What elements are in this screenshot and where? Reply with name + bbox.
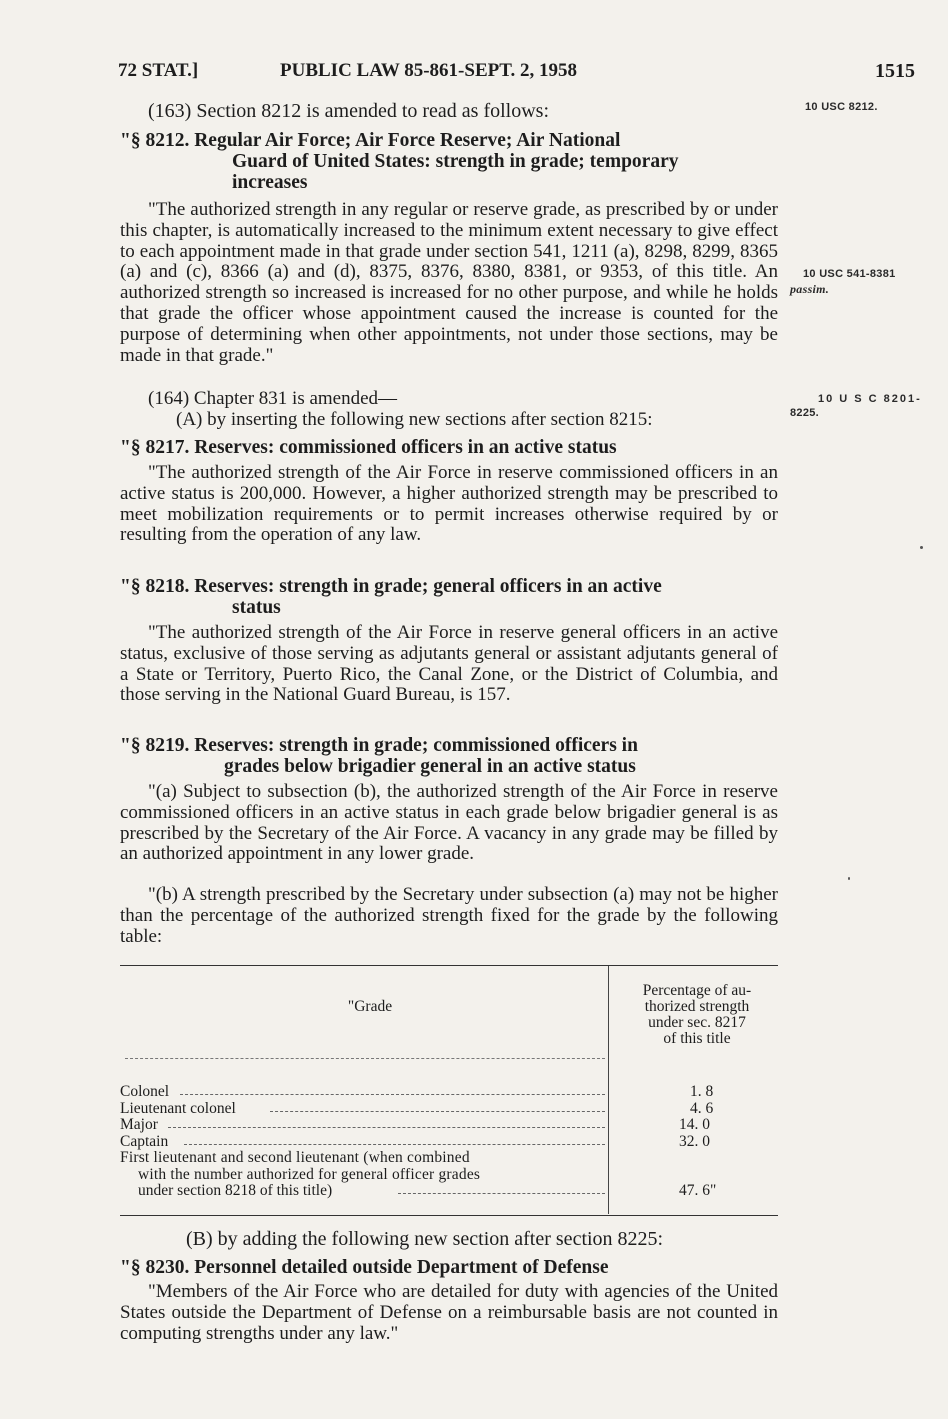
table-header-divider [125,1058,605,1059]
leader-dots [270,1100,605,1112]
section-8230-body: "Members of the Air Force who are detailed for duty with agencies of the United States outside the Department of Defense on a reimbursable basis are not counted in computing strengths under any law." [120,1281,778,1344]
clause-b: (B) by adding the following new section after section 8225: [186,1228,664,1250]
margin-note-8225: 8225. [790,407,820,419]
table-row-last [120,1149,780,1166]
section-8218-heading [120,576,778,618]
margin-note-passim-text: passim. [790,282,830,296]
page-number: 1515 [875,60,915,82]
strength-table-body [120,1083,780,1199]
section-8218-heading-line1: "§ 8218. Reserves: strength in grade; general officers in an active [120,576,662,597]
running-header-title: PUBLIC LAW 85-861-SEPT. 2, 1958 [280,60,577,81]
table-cell-percentage: 1. 8 [690,1083,714,1100]
table-header-percentage-line3: under sec. 8217 [648,1014,746,1031]
leader-dots [184,1133,605,1145]
section-8217-body: "The authorized strength of the Air Force in reserve commissioned officers in an active status is 200,000. However, a higher authorized strength may be prescribed to meet mobilization requirements or to permit increases otherwise required by or resulting from the operation of any law. [120,462,778,546]
margin-note-10-usc-8212: 10 USC 8212. [805,101,878,113]
scan-speck [920,546,923,549]
table-bottom-rule [120,1215,778,1216]
margin-note-passim [790,282,829,297]
section-8218-heading-line2: status [232,597,281,618]
table-row [120,1133,780,1150]
table-header-percentage [612,983,782,1047]
leader-dots [168,1116,605,1128]
clause-a: (A) by inserting the following new sections after section 8215: [176,409,653,430]
table-cell-percentage: 4. 6 [690,1099,714,1117]
section-8217-heading: "§ 8217. Reserves: commissioned officers in an active status [120,437,617,458]
table-cell-percentage: 14. 0 [679,1116,710,1133]
table-cell-grade-line3: under section 8218 of this title) [138,1182,333,1199]
table-row-last-cont [120,1166,780,1183]
section-8219-heading-line1: "§ 8219. Reserves: strength in grade; commissioned officers in [120,735,638,756]
margin-note-10-usc-541-8381: 10 USC 541-8381 [803,268,896,280]
table-header-grade: "Grade [347,998,393,1015]
leader-dots [398,1182,605,1194]
section-8230-heading: "§ 8230. Personnel detailed outside Department of Defense [120,1257,609,1278]
section-8212-body: "The authorized strength in any regular or reserve grade, as prescribed by or under this chapter, is automatically increased to the minimum extent necessary to give effect to each appointment made in that grade under section 541, 1211 (a), 8298, 8299, 8365 (a) and (c), 8366 (a) and (d), 8375, 8376, 8380, 8381, or 9353, of this title. An authorized strength so increased is increased for no other purpose, and while he holds that grade the officer whose appointment caused the increase is counted for the purpose of determining when other appointments, not under those sections, may be made in that grade." [120,199,778,366]
section-8219-para-b: "(b) A strength prescribed by the Secretary under subsection (a) may not be higher than the percentage of the authorized strength fixed for the grade by the following table: [120,884,778,947]
section-8212-heading-line1: "§ 8212. Regular Air Force; Air Force Reserve; Air National [120,130,621,151]
running-header-volume: 72 STAT.] [118,60,199,81]
section-8212-heading-line3: increases [232,172,308,193]
section-8212-heading [120,130,778,193]
table-row [120,1083,780,1100]
table-header-percentage-line2: thorized strength [644,998,750,1015]
section-8219-heading [120,735,778,777]
section-164-intro: (164) Chapter 831 is amended— [148,388,398,409]
section-8218-body: "The authorized strength of the Air Force in reserve general officers in an active status, exclusive of those serving as adjutants general or assistant adjutants general of a State or Territory, Puerto Rico, the Canal Zone, or the District of Columbia, and those serving in the National Guard Bureau, is 157. [120,622,778,706]
table-header-percentage-line4: of this title [663,1030,731,1047]
table-cell-percentage: 32. 0 [679,1132,710,1150]
table-cell-grade: Lieutenant colonel [120,1099,236,1117]
section-8219-heading-line2: grades below brigadier general in an active status [224,756,636,777]
table-header-percentage-line1: Percentage of au- [642,982,752,999]
section-163-intro: (163) Section 8212 is amended to read as follows: [148,100,550,122]
section-8219-para-a: "(a) Subject to subsection (b), the authorized strength of the Air Force in reserve commissioned officers in an active status in each grade below brigadier general is as prescribed by the Secretary of the Air Force. A vacancy in any grade may be filled by an authorized appointment in any lower grade. [120,781,778,865]
table-row [120,1100,780,1117]
table-cell-grade-line1: First lieutenant and second lieutenant (when combined [120,1149,470,1166]
table-row-last-cont2 [120,1182,780,1199]
table-cell-grade: Colonel [120,1083,170,1100]
table-row [120,1116,780,1133]
table-cell-grade-line2: with the number authorized for general officer grades [138,1165,481,1183]
section-8212-heading-line2: Guard of United States: strength in grade; temporary [232,151,679,172]
leader-dots [180,1083,605,1095]
table-cell-percentage: 47. 6" [679,1182,717,1199]
scan-speck [848,877,850,880]
table-top-rule [120,965,778,966]
table-cell-grade: Captain [120,1132,169,1150]
margin-note-10-usc-8201: 10 U S C 8201- [818,393,922,405]
table-cell-grade: Major [120,1116,158,1133]
